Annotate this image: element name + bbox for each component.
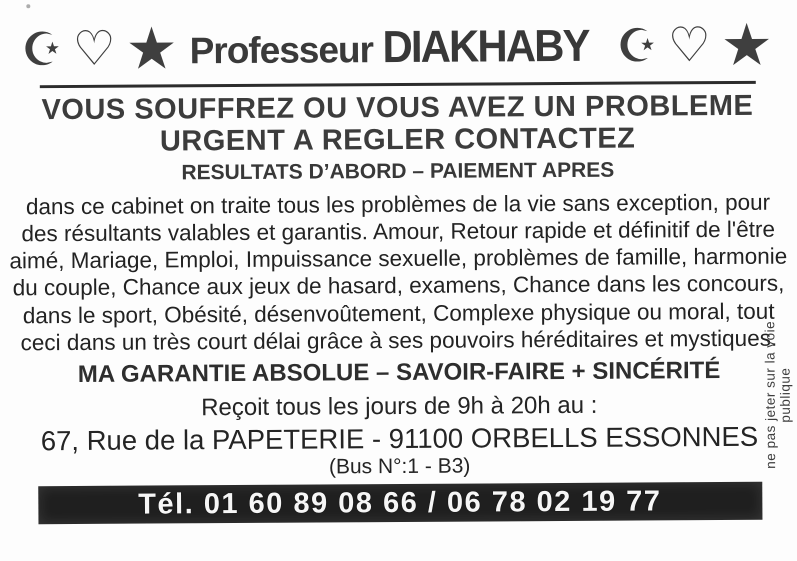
body-line: ceci dans un très court délai grâce à ses pouvoirs héréditaires et mystiques. [20, 325, 778, 356]
guarantee-line: MA GARANTIE ABSOLUE – SAVOIR-FAIRE + SINCÉRITÉ [77, 357, 721, 389]
heart-icon: ♡ [667, 17, 711, 74]
title-name: DIAKHABY [382, 19, 590, 73]
page-title [189, 20, 604, 75]
phone-bar [38, 482, 762, 524]
opening-hours: Reçoit tous les jours de 9h à 20h au : [201, 391, 598, 422]
header [0, 10, 796, 83]
body-line: dans le sport, Obésité, désenvoûtement, Complexe physique ou moral, tout [22, 298, 775, 328]
star-icon: ★ [125, 14, 178, 83]
heart-icon: ♡ [72, 20, 116, 77]
scan-speck [26, 4, 30, 8]
side-note-vertical: ne pas jeter sur la voie publique [762, 321, 793, 470]
body-line: dans ce cabinet on traite tous les problèmes de la vie sans exception, pour [25, 189, 771, 220]
body-line: du couple, Chance aux jeux de hasard, examens, Chance dans les concours, [12, 271, 785, 301]
phone-numbers: Tél. 01 60 89 08 66 / 06 78 02 19 77 [138, 484, 662, 521]
subheadline: RESULTATS D’ABORD – PAIEMENT APRES [181, 158, 615, 185]
star-icon: ★ [720, 10, 773, 80]
body-line: des résultants valables et garantis. Amour, Retour rapide et définitif de l'être [21, 216, 776, 247]
headline [0, 91, 796, 160]
headline-line-2: URGENT A REGLER CONTACTEZ [159, 122, 636, 158]
street-address: 67, Rue de la PAPETERIE - 91100 ORBELLS ESSONNES [40, 420, 759, 457]
crescent-star-icon: ☪ [616, 18, 658, 73]
body-paragraph [0, 188, 797, 356]
crescent-star-icon: ☪ [21, 22, 63, 77]
headline-line-1: VOUS SOUFFREZ OU VOUS AVEZ UN PROBLEME [41, 89, 754, 127]
body-line: aimé, Mariage, Emploi, Impuissance sexuelle, problèmes de famille, harmonie [9, 243, 788, 274]
title-prefix: Professeur [189, 29, 374, 72]
bus-info: (Bus N°:1 - B3) [328, 454, 471, 479]
